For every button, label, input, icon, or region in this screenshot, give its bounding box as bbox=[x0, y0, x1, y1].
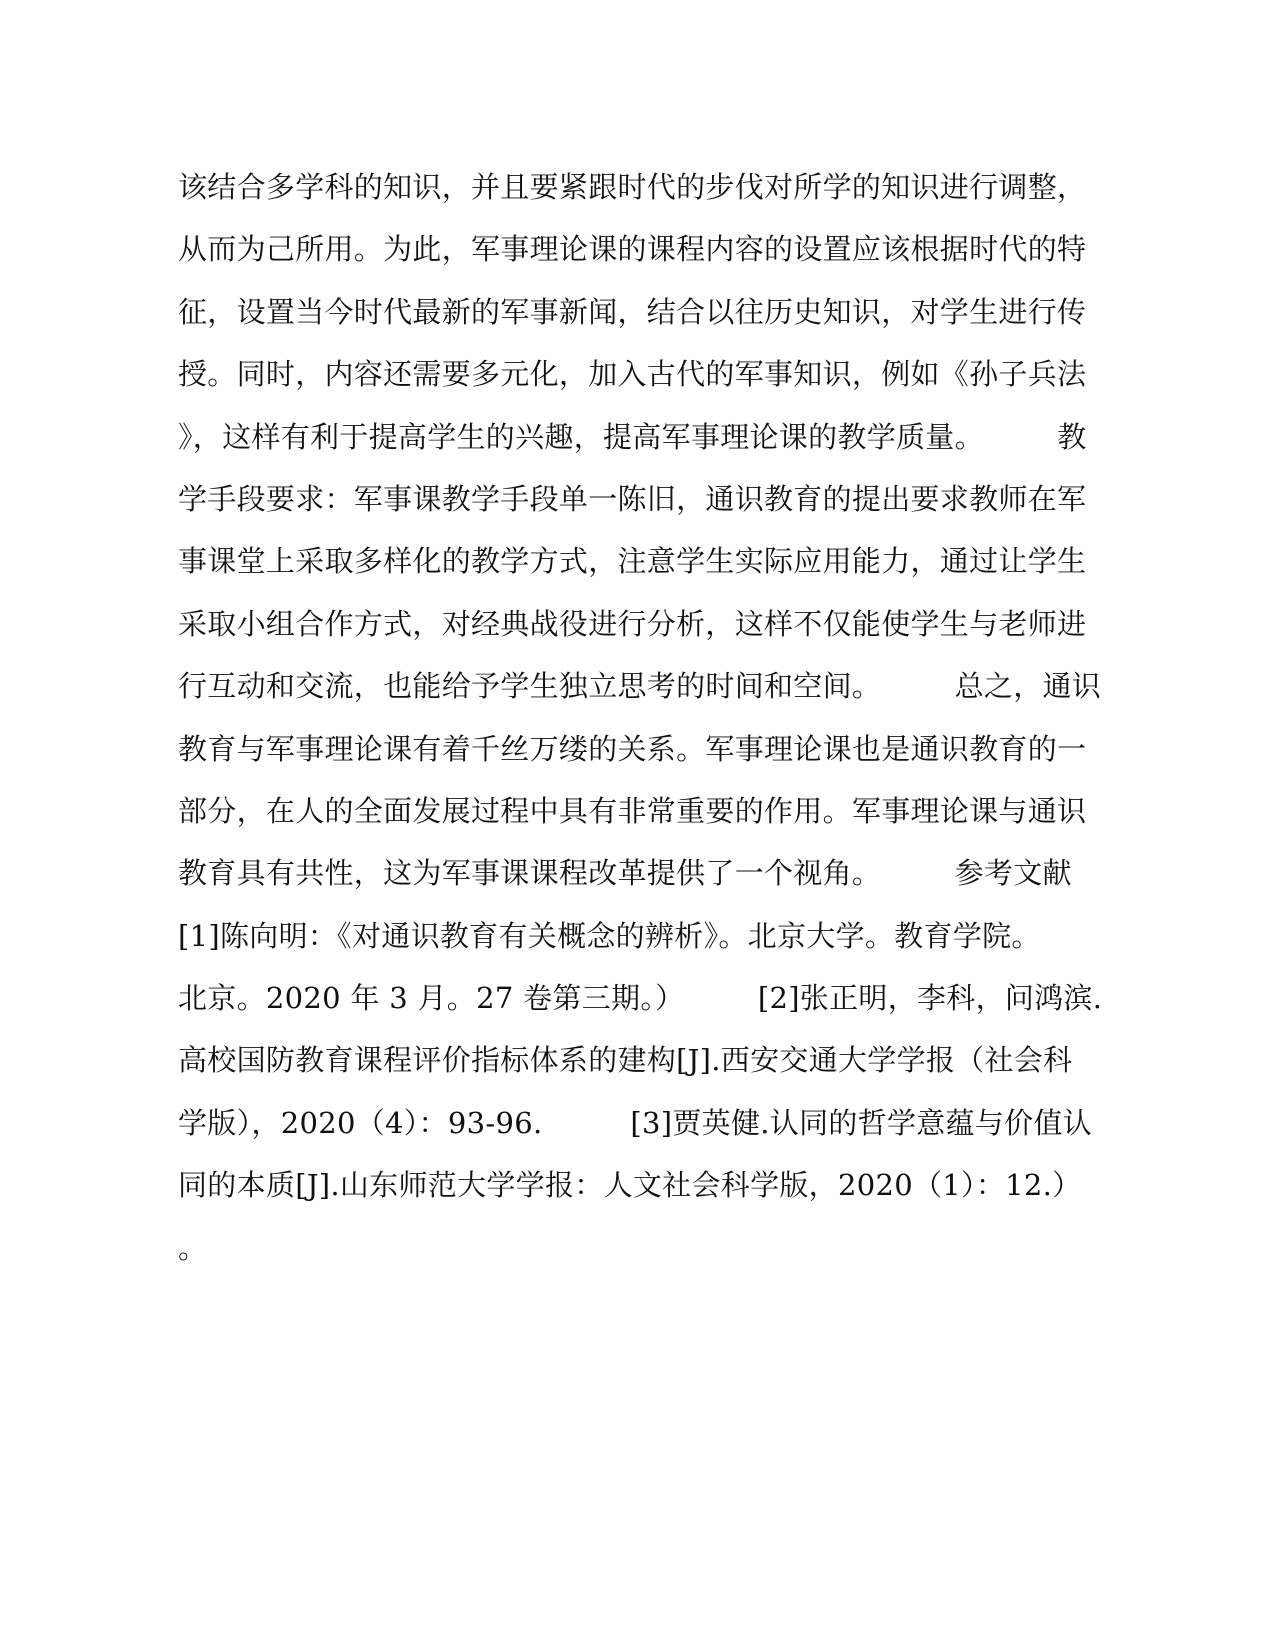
reference-line: [1]陈向明：《对通识教育有关概念的辨析》。北京大学。教育学院。 bbox=[178, 918, 1041, 953]
reference-line: 高校国防教育课程评价指标体系的建构[J].西安交通大学学报（社会科 bbox=[178, 1043, 1073, 1078]
text-line: 该结合多学科的知识，并且要紧跟时代的步伐对所学的知识进行调整， bbox=[178, 170, 1087, 204]
reference-line: 北京。2020 年 3 月。27 卷第三期。） [2]张正明，李科，问鸿滨. bbox=[178, 981, 1103, 1016]
text-line: 教育具有共性，这为军事课课程改革提供了一个视角。 参考文献 bbox=[178, 856, 1072, 891]
text-line: 事课堂上采取多样化的教学方式，注意学生实际应用能力，通过让学生 bbox=[178, 544, 1087, 579]
text-line: 教育与军事理论课有着千丝万缕的关系。军事理论课也是通识教育的一 bbox=[178, 731, 1087, 766]
reference-line: 同的本质[J].山东师范大学学报：人文社会科学版，2020（1）：12.） bbox=[178, 1168, 1082, 1203]
text-line: 从而为己所用。为此，军事理论课的课程内容的设置应该根据时代的特 bbox=[178, 232, 1087, 267]
body-text bbox=[178, 162, 1103, 1285]
text-line: 学手段要求：军事课教学手段单一陈旧，通识教育的提出要求教师在军 bbox=[178, 481, 1087, 516]
text-line: 部分，在人的全面发展过程中具有非常重要的作用。军事理论课与通识 bbox=[178, 793, 1087, 828]
text-line: 》，这样有利于提高学生的兴趣，提高军事理论课的教学质量。 教 bbox=[178, 419, 1087, 454]
text-line: 采取小组合作方式，对经典战役进行分析，这样不仅能使学生与老师进 bbox=[178, 606, 1087, 641]
reference-line: 学版），2020（4）：93-96. [3]贾英健.认同的哲学意蕴与价值认 bbox=[178, 1105, 1093, 1140]
reference-line: 。 bbox=[178, 1230, 208, 1265]
text-line: 征，设置当今时代最新的军事新闻，结合以往历史知识，对学生进行传 bbox=[178, 294, 1087, 329]
text-line: 授。同时，内容还需要多元化，加入古代的军事知识，例如《孙子兵法 bbox=[178, 357, 1087, 392]
text-line: 行互动和交流，也能给予学生独立思考的时间和空间。 总之，通识 bbox=[178, 669, 1102, 704]
